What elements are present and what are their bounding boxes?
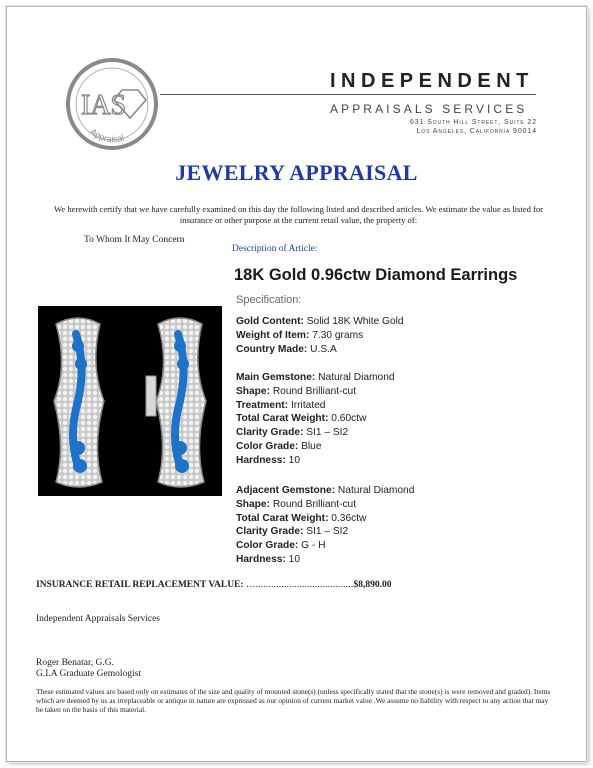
spec-row: Total Carat Weight: 0.36ctw xyxy=(236,512,367,524)
insurance-value-line xyxy=(36,580,392,590)
insurance-amount: $8,890.00 xyxy=(353,580,392,590)
disclaimer-text: These estimated values are based only on estimates of the size and quality of mounted stone(s) (unless specifically stated that the stone(s) is were removed and graded). Items which are deemed by us as irreplaceable or antique in nature are expressed as our opinion of current market value .We assume no liability with respect to any action that may be taken on the basis of this material. xyxy=(36,687,551,715)
document-title: JEWELRY APPRAISAL xyxy=(175,160,418,185)
specification-label: Specification: xyxy=(236,294,302,306)
logo-initials: IAS xyxy=(81,90,127,121)
issuer-name: Independent Appraisals Services xyxy=(36,614,160,624)
right-earring xyxy=(146,318,206,487)
spec-row: Adjacent Gemstone: Natural Diamond xyxy=(236,485,415,496)
recipient: To Whom It May Concern xyxy=(84,235,185,245)
article-title: 18K Gold 0.96ctw Diamond Earrings xyxy=(234,266,518,284)
company-name: INDEPENDENT xyxy=(330,70,534,92)
insurance-dots: …...................................... xyxy=(245,580,354,590)
insurance-label: INSURANCE RETAIL REPLACEMENT VALUE: xyxy=(36,580,244,590)
left-earring xyxy=(54,318,104,487)
spec-row: Clarity Grade: SI1 – SI2 xyxy=(236,427,349,439)
spec-row: Weight of Item: 7.30 grams xyxy=(236,329,364,341)
spec-row: Hardness: 10 xyxy=(236,454,301,466)
logo-ring-text: Appraisal xyxy=(88,126,126,145)
spec-row: Country Made: U.S.A xyxy=(236,343,337,355)
signer-name: Roger Benatar, G.G. xyxy=(36,658,114,668)
company-subtitle: APPRAISALS SERVICES xyxy=(330,102,528,116)
spec-row: Shape: Round Brilliant-cut xyxy=(236,498,357,510)
address-line-1: 631 South Hill Street, Suite 22 xyxy=(410,119,537,126)
company-brand xyxy=(330,70,540,116)
spec-row: Color Grade: Blue xyxy=(236,440,322,452)
spec-adjacent-gem-group xyxy=(236,484,414,567)
spec-row: Main Gemstone: Natural Diamond xyxy=(236,372,395,383)
signer-block xyxy=(36,658,141,680)
ias-logo xyxy=(64,56,160,152)
spec-row: Hardness: 10 xyxy=(236,553,301,565)
description-label: Description of Article: xyxy=(232,244,318,254)
spec-main-gem-group xyxy=(236,371,395,468)
company-address xyxy=(410,118,537,136)
earrings-illustration xyxy=(38,306,222,496)
certification-text: We herewith certify that we have carefully examined on this day the following listed and described articles. We estimate the value as listed for insurance or other purpose at the current retail value, the property of: xyxy=(53,204,544,225)
spec-row: Total Carat Weight: 0.60ctw xyxy=(236,413,367,425)
brand-divider xyxy=(160,94,536,95)
signer-title: G.I.A Graduate Gemologist xyxy=(36,669,142,679)
spec-row: Treatment: Irritated xyxy=(236,399,326,411)
spec-row: Shape: Round Brilliant-cut xyxy=(236,385,357,397)
address-line-2: Los Angeles, California 90014 xyxy=(416,128,537,135)
spec-metal-group xyxy=(236,315,404,356)
spec-row: Gold Content: Solid 18K White Gold xyxy=(236,316,404,327)
spec-row: Color Grade: G - H xyxy=(236,540,326,552)
spec-row: Clarity Grade: SI1 – SI2 xyxy=(236,526,349,538)
earrings-photo xyxy=(38,306,222,496)
